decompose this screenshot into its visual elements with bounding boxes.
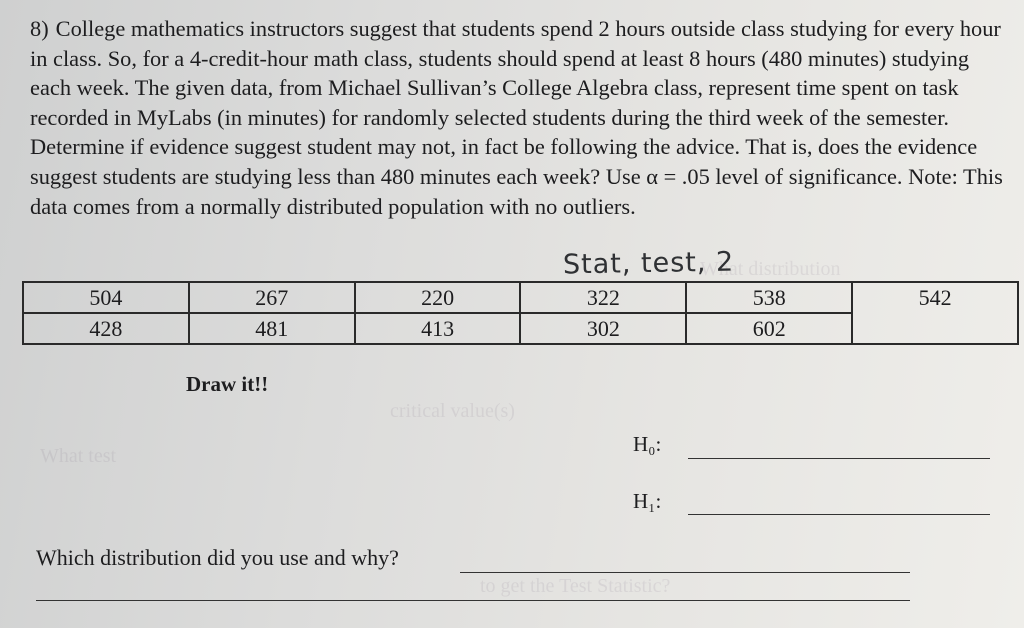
handwritten-note: Stat, test, 2 [562, 246, 735, 281]
table-cell: 538 [686, 282, 852, 313]
distribution-answer-line[interactable] [460, 572, 910, 573]
table-cell: 481 [189, 313, 355, 344]
data-table [22, 281, 1019, 345]
problem-number: 8) [30, 16, 49, 41]
distribution-question: Which distribution did you use and why? [36, 545, 399, 570]
table-cell: 428 [23, 313, 189, 344]
table-cell: 602 [686, 313, 852, 344]
alt-hypothesis-label: H₁: [633, 489, 662, 513]
table-cell: 504 [23, 282, 189, 313]
null-hypothesis-label: H₀: [633, 432, 662, 456]
table-cell: 267 [189, 282, 355, 313]
draw-prompt: Draw it!! [186, 372, 269, 396]
bleed-through-text: critical value(s) [390, 400, 515, 422]
table-cell: 302 [520, 313, 686, 344]
distribution-answer-line[interactable] [36, 600, 910, 601]
bleed-through-text: to get the Test Statistic? [480, 575, 671, 597]
problem-statement [30, 14, 1005, 221]
table-cell: 322 [520, 282, 686, 313]
table-cell: 542 [852, 282, 1018, 344]
bleed-through-text: What distribution [700, 258, 841, 280]
table-cell: 220 [355, 282, 521, 313]
bleed-through-text: What test [40, 445, 117, 467]
null-hypothesis-answer-line[interactable] [688, 458, 990, 459]
problem-text: College mathematics instructors suggest that students spend 2 hours outside class studying for every hour in class. So, for a 4-credit-hour math class, students should spend at least 8 hours (480 minutes) studying each week. The given data, from Michael Sullivan’s College Algebra class, represent time spent on task recorded in MyLabs (in minutes) for randomly selected students during the third week of the semester. Determine if evidence suggest student may not, in fact be following the advice. That is, does the evidence suggest students are studying less than 480 minutes each week? Use α = .05 level of significance. Note: This data comes from a normally distributed population with no outliers. [30, 16, 1003, 219]
table-cell: 413 [355, 313, 521, 344]
table-row [23, 282, 1018, 313]
alt-hypothesis-answer-line[interactable] [688, 514, 990, 515]
